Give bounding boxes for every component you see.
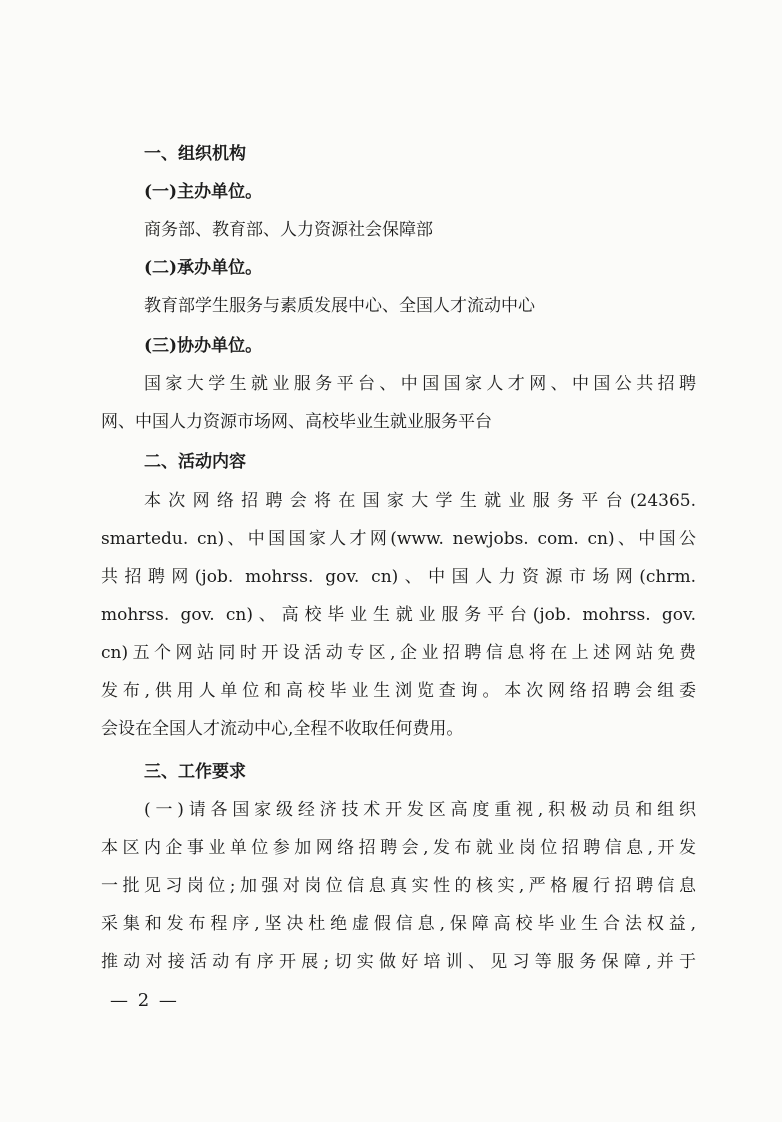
section-1-sub1-text: 商务部、教育部、人力资源社会保障部 [144, 220, 433, 240]
section-1-sub3-text-line-1: 国家大学生就业服务平台、中国国家人才网、中国公共招聘 [144, 374, 696, 394]
section-1-sub2-heading: (二)承办单位。 [144, 258, 263, 278]
section-3-paragraph-line: 一批见习岗位;加强对岗位信息真实性的核实,严格履行招聘信息 [101, 876, 696, 896]
section-1-sub3-heading: (三)协办单位。 [144, 336, 263, 356]
section-2-title: 二、活动内容 [144, 452, 246, 472]
section-2-paragraph-line: 发布,供用人单位和高校毕业生浏览查询。本次网络招聘会组委 [101, 681, 696, 701]
section-2-paragraph-line: mohrss. gov. cn)、高校毕业生就业服务平台(job. mohrss. gov. [101, 605, 696, 625]
section-1-sub3-text-line-2: 网、中国人力资源市场网、高校毕业生就业服务平台 [101, 412, 492, 432]
page-number: — 2 — [110, 990, 179, 1011]
section-2-paragraph-line: 共招聘网(job. mohrss. gov. cn)、中国人力资源市场网(chrm. [101, 567, 696, 587]
section-3-paragraph-line: 采集和发布程序,坚决杜绝虚假信息,保障高校毕业生合法权益, [101, 914, 696, 934]
section-1-sub1-heading: (一)主办单位。 [144, 182, 263, 202]
section-1-title: 一、组织机构 [144, 144, 246, 164]
section-2-paragraph-line: smartedu. cn)、中国国家人才网(www. newjobs. com. cn)、中国公 [101, 529, 696, 549]
section-3-paragraph-line: 推动对接活动有序开展;切实做好培训、见习等服务保障,并于 [101, 952, 696, 972]
section-3-title: 三、工作要求 [144, 762, 246, 782]
section-2-paragraph-line: cn)五个网站同时开设活动专区,企业招聘信息将在上述网站免费 [101, 643, 696, 663]
section-2-paragraph-line: 会设在全国人才流动中心,全程不收取任何费用。 [101, 719, 464, 739]
section-2-paragraph-line: 本次网络招聘会将在国家大学生就业服务平台(24365. [144, 491, 696, 511]
section-1-sub2-text: 教育部学生服务与素质发展中心、全国人才流动中心 [144, 296, 535, 316]
section-3-paragraph-line: (一)请各国家级经济技术开发区高度重视,积极动员和组织 [144, 800, 696, 820]
section-3-paragraph-line: 本区内企事业单位参加网络招聘会,发布就业岗位招聘信息,开发 [101, 838, 696, 858]
